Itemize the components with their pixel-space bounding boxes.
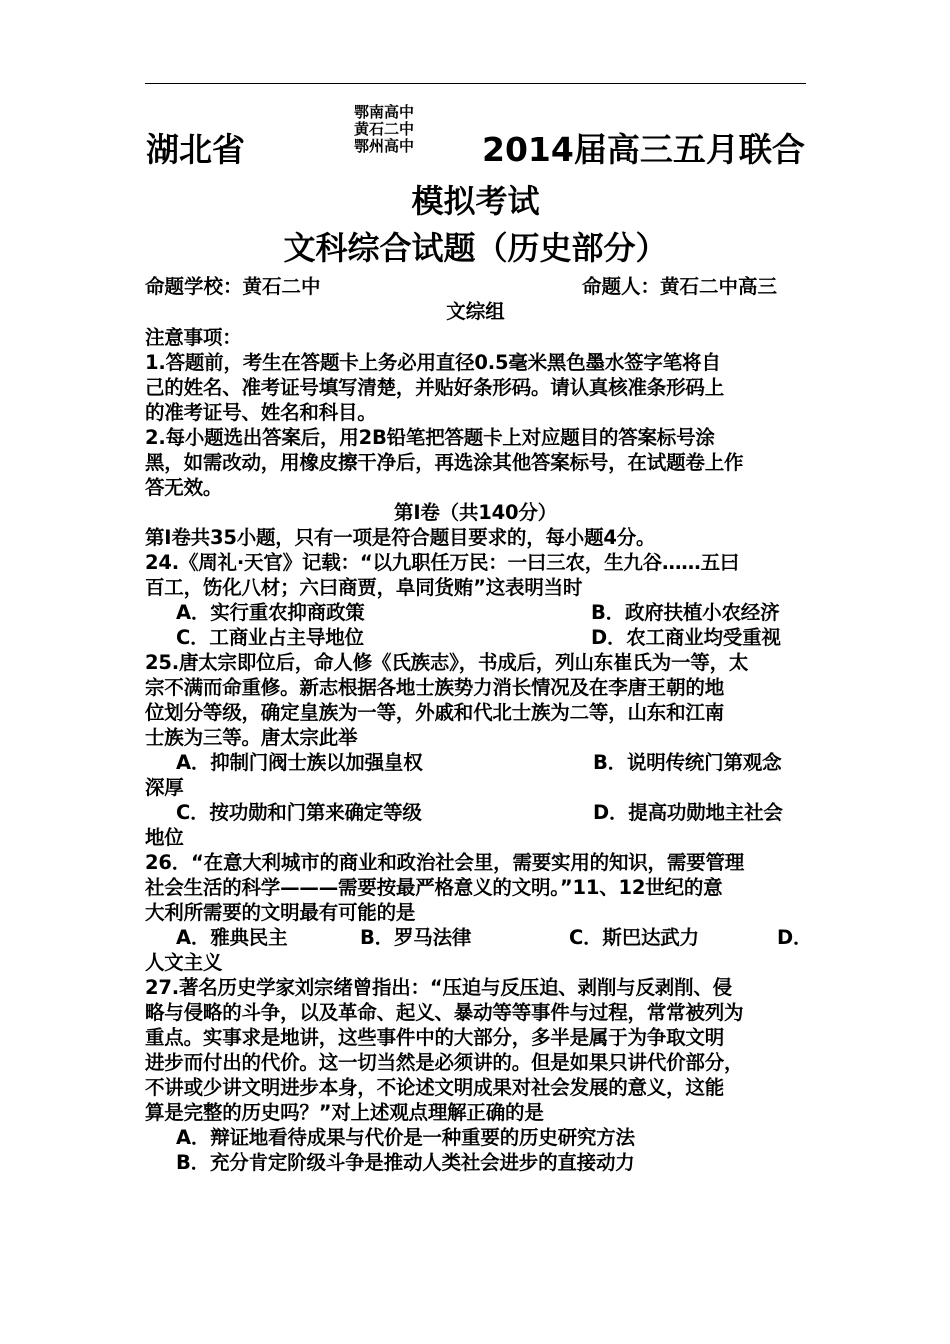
author-label-cont: 文综组	[446, 300, 505, 323]
q27-stem: 27.著名历史学家刘宗绪曾指出：“压迫与反压迫、剥削与反剥削、侵	[145, 976, 732, 999]
author-label: 命题人：黄石二中高三	[582, 275, 778, 298]
q24-option-c: C．工商业占主导地位	[176, 626, 364, 649]
q26-option-b: B．罗马法律	[360, 926, 472, 949]
province-title: 湖北省	[146, 130, 245, 169]
q24-stem: 百工，饬化八材；六曰商贾，阜同货贿”这表明当时	[145, 576, 583, 599]
q26-option-a: A．雅典民主	[176, 926, 288, 949]
q26-options-row	[145, 925, 815, 950]
section-instruction: 第Ⅰ卷共35小题，只有一项是符合题目要求的，每小题4分。	[145, 526, 656, 549]
exam-title-line2: 模拟考试	[411, 182, 540, 220]
q27-option-b: B．充分肯定阶级斗争是推动人类社会进步的直接动力	[176, 1151, 635, 1174]
q27-stem: 进步而付出的代价。这一切当然是必须讲的。但是如果只讲代价部分，	[145, 1051, 744, 1074]
q25-stem: 士族为三等。唐太宗此举	[145, 726, 358, 749]
q26-stem: 26．“在意大利城市的商业和政治社会里，需要实用的知识，需要管理	[145, 851, 745, 874]
q25-option-a: A．抑制门阀士族以加强皇权	[176, 751, 423, 774]
notes-line: 2.每小题选出答案后，用2B铅笔把答题卡上对应题目的答案标号涂	[145, 426, 715, 449]
q25-option-c: C．按功勋和门第来确定等级	[176, 801, 422, 824]
q27-stem: 算是完整的历史吗？”对上述观点理解正确的是	[145, 1101, 544, 1124]
q25-option-b: B．说明传统门第观念	[593, 751, 782, 774]
q25-option-b-cont: 深厚	[145, 776, 184, 799]
q27-stem: 略与侵略的斗争，以及革命、起义、暴动等等事件与过程，常常被列为	[145, 1001, 744, 1024]
q24-option-b: B．政府扶植小农经济	[591, 601, 780, 624]
school-label: 命题学校：黄石二中	[145, 275, 321, 298]
q24-options-row-1	[145, 600, 815, 625]
section-title: 第Ⅰ卷（共140分）	[394, 501, 557, 524]
notes-line: 1.答题前，考生在答题卡上务必用直径0.5毫米黑色墨水签字笔将自	[145, 351, 721, 374]
notes-heading: 注意事项：	[145, 326, 242, 349]
q26-stem: 大利所需要的文明最有可能的是	[145, 901, 416, 924]
q27-stem: 不讲或少讲文明进步本身，不论述文明成果对社会发展的意义，这能	[145, 1076, 725, 1099]
q27-option-a-row	[145, 1125, 815, 1150]
q25-stem: 位划分等级，确定皇族为一等，外戚和代北士族为二等，山东和江南	[145, 701, 725, 724]
top-rule	[145, 83, 806, 84]
q25-options-row-2	[145, 800, 815, 825]
q27-option-b-row	[145, 1150, 815, 1175]
q27-stem: 重点。实事求是地讲，这些事件中的大部分，多半是属于为争取文明	[145, 1026, 725, 1049]
exam-subtitle: 文科综合试题（历史部分）	[283, 229, 668, 267]
q24-option-d: D．农工商业均受重视	[591, 626, 781, 649]
q26-option-d: D．	[777, 926, 813, 949]
notes-line: 黑，如需改动，用橡皮擦干净后，再选涂其他答案标号，在试题卷上作	[145, 451, 744, 474]
school-3: 鄂州高中	[354, 137, 415, 155]
notes-line: 己的姓名、准考证号填写清楚，并贴好条形码。请认真核准条形码上	[145, 376, 725, 399]
q25-stem: 25.唐太宗即位后，命人修《氏族志》，书成后，列山东崔氏为一等，太	[145, 651, 749, 674]
notes-line: 答无效。	[145, 476, 223, 499]
q25-option-d-cont: 地位	[145, 826, 184, 849]
document-body	[145, 325, 815, 1175]
school-list	[354, 104, 414, 155]
q26-option-d-cont: 人文主义	[145, 951, 223, 974]
q25-options-row-1	[145, 750, 815, 775]
q25-option-d: D．提高功勋地主社会	[593, 801, 783, 824]
q24-stem: 24.《周礼·天官》记载：“以九职任万民：一曰三农，生九谷……五曰	[145, 551, 740, 574]
q24-option-a: A．实行重农抑商政策	[176, 601, 365, 624]
school-1: 鄂南高中	[354, 103, 415, 121]
q24-options-row-2	[145, 625, 815, 650]
notes-line: 的准考证号、姓名和科目。	[145, 401, 377, 424]
school-2: 黄石二中	[354, 120, 415, 138]
q27-option-a: A．辩证地看待成果与代价是一种重要的历史研究方法	[176, 1126, 635, 1149]
exam-title-right: 2014届高三五月联合	[482, 130, 805, 169]
q26-option-c: C．斯巴达武力	[569, 926, 699, 949]
q26-stem: 社会生活的科学———需要按最严格意义的文明。”11、12世纪的意	[145, 876, 723, 899]
q25-stem: 宗不满而命重修。新志根据各地士族势力消长情况及在李唐王朝的地	[145, 676, 725, 699]
